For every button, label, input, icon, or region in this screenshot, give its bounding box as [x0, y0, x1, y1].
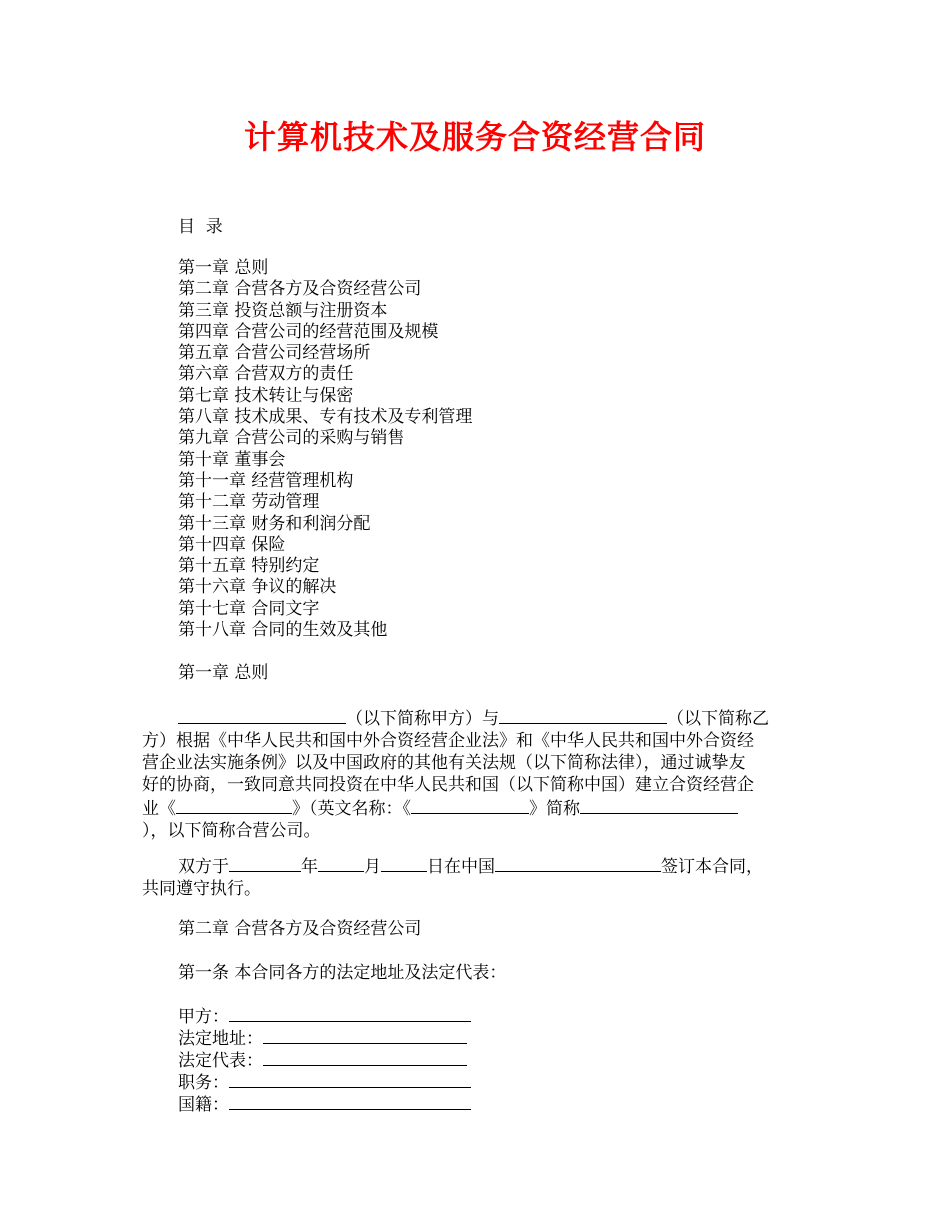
- party-b-name-blank[interactable]: [499, 706, 667, 724]
- toc-item: 第十章 董事会: [178, 449, 286, 470]
- toc-item: 第十八章 合同的生效及其他: [178, 620, 388, 641]
- chapter-1-paragraph-2: 双方于 年 月 日在中国 签订本合同， 共同遵守执行。: [142, 854, 822, 900]
- field-position: 职务：: [178, 1070, 471, 1094]
- toc-item: 第七章 技术转让与保密: [178, 385, 354, 406]
- party-a-blank[interactable]: [229, 1004, 471, 1022]
- toc-item: 第八章 技术成果、专有技术及专利管理: [178, 407, 473, 428]
- toc-heading: 目 录: [178, 217, 223, 237]
- party-a-name-blank[interactable]: [178, 706, 346, 724]
- nationality-blank[interactable]: [229, 1092, 471, 1110]
- article-1: 第一条 本合同各方的法定地址及法定代表：: [178, 963, 507, 983]
- english-name-blank[interactable]: [411, 796, 529, 814]
- chapter-1-paragraph-1: （以下简称甲方）与 （以下简称乙 方）根据《中华人民共和国中外合资经营企业法》和《中华人民共和国中外合资经 营企业法实施条例》以及中国政府的其他有关法规（以下简称法律），通过诚挚友 好的协商，一致同意共同投资在中华人民共和国（以下简称中国）建立合资经营企 业《 》（英文名称：《 》简称 ），以下简称合营公司。: [142, 706, 822, 842]
- toc-list: [178, 258, 472, 641]
- toc-item: 第十二章 劳动管理: [178, 492, 320, 513]
- company-name-blank[interactable]: [176, 796, 292, 814]
- field-legal-address: 法定地址：: [178, 1026, 467, 1050]
- toc-item: 第十四章 保险: [178, 534, 286, 555]
- toc-item: 第十七章 合同文字: [178, 598, 320, 619]
- toc-item: 第二章 合营各方及合资经营公司: [178, 279, 422, 300]
- field-party-a: 甲方：: [178, 1004, 471, 1028]
- toc-item: 第一章 总则: [178, 258, 269, 278]
- toc-item: 第九章 合营公司的采购与销售: [178, 428, 405, 449]
- field-nationality: 国籍：: [178, 1092, 471, 1116]
- short-name-blank[interactable]: [580, 796, 738, 814]
- month-blank[interactable]: [318, 854, 364, 872]
- signing-place-blank[interactable]: [495, 854, 661, 872]
- toc-item: 第十六章 争议的解决: [178, 577, 337, 598]
- chapter-2-heading: 第二章 合营各方及合资经营公司: [178, 919, 422, 939]
- toc-item: 第六章 合营双方的责任: [178, 364, 354, 385]
- document-title: 计算机技术及服务合资经营合同: [243, 118, 706, 156]
- day-blank[interactable]: [381, 854, 427, 872]
- toc-item: 第十一章 经营管理机构: [178, 470, 354, 491]
- position-blank[interactable]: [229, 1070, 471, 1088]
- toc-item: 第十五章 特别约定: [178, 556, 320, 577]
- toc-item: 第四章 合营公司的经营范围及规模: [178, 321, 439, 342]
- year-blank[interactable]: [229, 854, 301, 872]
- toc-item: 第五章 合营公司经营场所: [178, 343, 371, 364]
- legal-representative-blank[interactable]: [263, 1048, 467, 1066]
- toc-item: 第三章 投资总额与注册资本: [178, 300, 388, 321]
- toc-item: 第十三章 财务和利润分配: [178, 513, 371, 534]
- legal-address-blank[interactable]: [263, 1026, 467, 1044]
- field-legal-representative: 法定代表：: [178, 1048, 467, 1072]
- chapter-1-heading: 第一章 总则: [178, 663, 269, 683]
